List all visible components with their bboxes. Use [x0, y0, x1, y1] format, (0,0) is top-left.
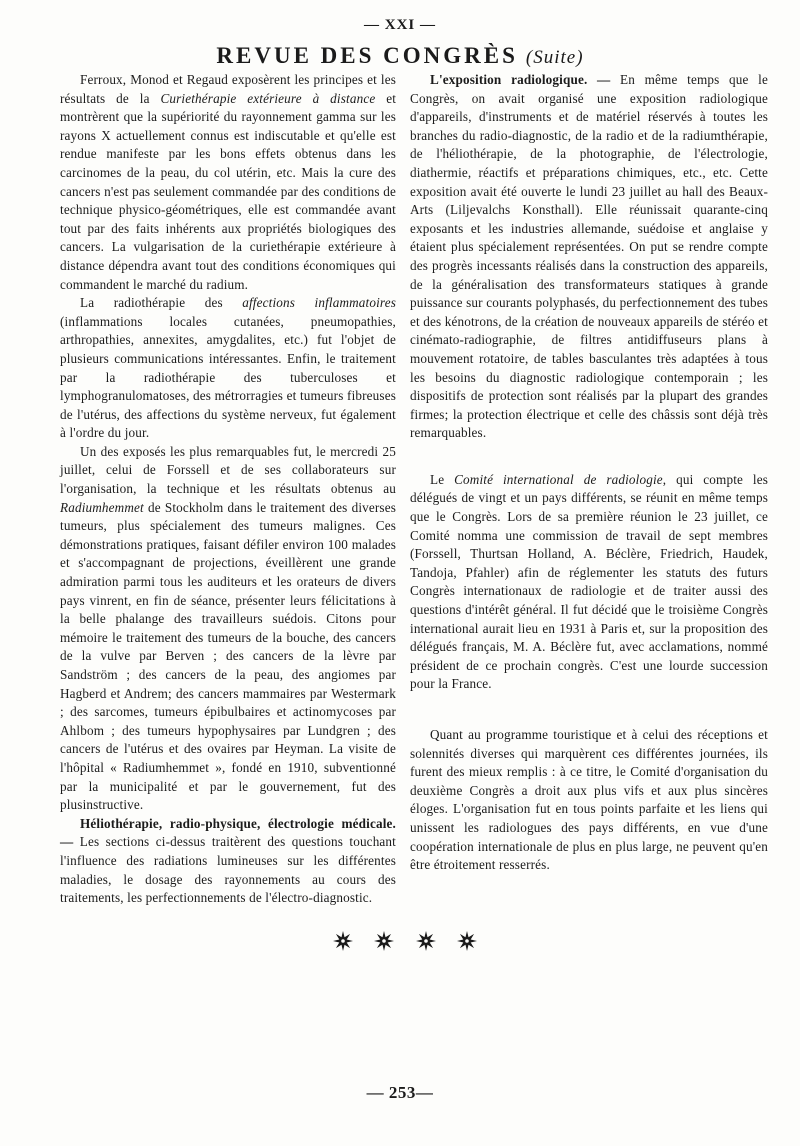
title-main: REVUE DES CONGRÈS	[216, 43, 518, 68]
paragraph-text: de Stockholm dans le traitement des diverses tumeurs, plus spécialement des tumeurs malignes. Ces démonstrations pratiques, faisant défiler environ 100 malades et s'accompagnant de projections, éveillèrent une grande admiration parmi tous les auditeurs et les orateurs de divers pays vinrent, en fin de séance, présenter leurs félicitations à la belle phalange des travailleurs suédois. Citons pour mémoire le traitement des tumeurs de la bouche, des cancers de la vulve par Berven ; des cancers de la lèvre par Sandström ; des cancers de la peau, des angiomes par Hagberd et Andrem; des cancers mammaires par Westermark ; des sarcomes, tumeurs épibulbaires et actinomycoses par Ahlbom ; des tumeurs hypophysaires par Lundgren ; des cancers de l'utérus et des ovaires par Heyman. La visite de l'hôpital « Radiumhemmet », fondé en 1910, subventionné par la municipalité et par le gouvernement, fut des plusinstructive.	[60, 499, 396, 813]
paragraph-text: , qui compte les délégués de vingt et un pays différents, se réunit en même temps que le Congrès. Lors de sa première réunion le 23 juillet, ce Comité nomma une commission de travail de sept membres (Forssell, Thurtsan Holland, A. Béclère, Friedrich, Haudek, Tandoja, Pfahler) afin de réglementer les statuts des futurs Congrès internationaux de radiologie et de traiter aussi des questions d'intérêt général. Il fut décidé que le troisième Congrès international aurait lieu en 1931 à Paris et, sur la proposition des délégués français, M. A. Béclère fut, avec acclamations, nommé président de ce prochain congrès. C'est une lourde succession pour la France.	[410, 471, 769, 692]
paragraph-programme	[410, 726, 768, 875]
italic-term: Radiumhemmet	[60, 499, 144, 515]
paragraph-text: et montrèrent que la supériorité du rayonnement gamma sur les rayons X actuellement connus est indiscutable et qu'elle est rendue manifeste par les bons effets obtenus dans les carcinomes de la peau, du col utérin, etc. Mais la cure des cancers n'est pas seulement commandée par des conditions de technique physico-géométriques, elle est commandée avant tout par des faits inhérents aux propriétés biologiques des cancers. La vulgarisation de la curiethérapie extérieure à distance dépendra avant tout des conditions économiques qui commandent le marché du radium.	[60, 90, 397, 292]
paragraph-text: Les sections ci-dessus traitèrent des questions touchant l'influence des radiations lumineuses sur les différentes maladies, le dosage des rayonnements au cours des traitements, les perfectionnements de l'électro-diagnostic.	[60, 834, 396, 906]
paragraph-exposition	[410, 71, 768, 443]
italic-term: Comité international de radiologie	[454, 471, 663, 487]
page-number: — 253—	[366, 1083, 434, 1102]
paragraph-text: La radiothérapie des	[80, 295, 243, 311]
column-right	[410, 71, 768, 875]
paragraph-inflammatory	[60, 294, 396, 443]
page-header-section-number: — XXI —	[363, 17, 436, 33]
paragraph-text: Le	[430, 471, 455, 487]
star-ornaments	[332, 930, 478, 954]
paragraph-text: Quant au programme touristique et à celui des réceptions et solennités diverses qui marquèrent ces différentes journées, ils furent des mieux remplis : à ce titre, le Comité d'organisation du deuxième Congrès a droit aux plus vifs et aux plus sincères éloges. L'organisation fut en tous points parfaite et les liens qui unissent les radiologues des pays différents, en vue d'une coopération internationale de plus en plus large, ne peuvent qu'en être étroitement resserrés.	[410, 727, 768, 873]
star-ornament-icon	[373, 930, 395, 952]
page-title	[0, 43, 800, 69]
column-left	[60, 71, 396, 908]
title-suffix: (Suite)	[525, 47, 584, 68]
paragraph-radiumhemmet	[60, 443, 396, 815]
italic-term: Curiethérapie extérieure à distance	[160, 90, 376, 106]
star-ornament-icon	[456, 930, 478, 952]
paragraph-text: Ferroux, Monod et Regaud exposèrent les principes et les résultats de la	[60, 72, 396, 106]
section-heading: Héliothérapie, radio-physique, électrologie médicale. —	[60, 815, 396, 850]
paragraph-curietherapie	[60, 71, 396, 294]
paragraph-heliotherapie	[60, 815, 396, 908]
section-heading: L'exposition radiologique. —	[430, 72, 611, 87]
paragraph-comite	[410, 471, 768, 694]
star-ornament-icon	[415, 930, 437, 952]
paragraph-text: (inflammations locales cutanées, pneumopathies, arthropathies, annexites, amygdalites, etc.) fut l'objet de plusieurs communications intéressantes. Enfin, le traitement par la radiothérapie des tuberculoses et lymphogranulomatoses, des métrorragies et tumeurs fibreuses de l'utérus, des affections du système nerveux, fut également à l'ordre du jour.	[60, 313, 396, 441]
star-ornament-icon	[332, 930, 354, 952]
italic-term: affections inflammatoires	[242, 295, 396, 311]
paragraph-text: Un des exposés les plus remarquables fut, le mercredi 25 juillet, celui de Forssell et de ses collaborateurs sur l'organisation, la technique et les résultats obtenus au	[60, 443, 396, 497]
paragraph-text: En même temps que le Congrès, on avait organisé une exposition radiologique d'appareils, d'instruments et de matériel réservés à toutes les branches du radio-diagnostic, de la radio et de la radiumthérapie, de l'héliothérapie, de la photographie, de l'électrologie, diathermie, réactifs et préparations chimiques, etc., etc. Cette exposition avait été ouverte le lundi 23 juillet au hall des Beaux-Arts (Liljevalchs Konsthall). Elle réunissait quarante-cinq exposants et les industries allemande, suédoise et anglaise y étaient plus spécialement représentées. On put se rendre compte des progrès incessants réalisés dans la construction des appareils, de la généralisation des transformateurs statiques à grande puissance sur courants polyphasés, du perfectionnement des tubes et des kénotrons, de la création de nouveaux appareils de stéréo et cinémato-radiographie, de filtres antidiffuseurs plans à mouvement rotatoire, de tables basculantes très adaptées à tous les besoins du diagnostic radiologique contemporain ; les dispositifs de protection sont réalisés par la plupart des grandes firmes; la protection électrique et celle des châssis sont déjà très remarquables.	[410, 72, 768, 441]
